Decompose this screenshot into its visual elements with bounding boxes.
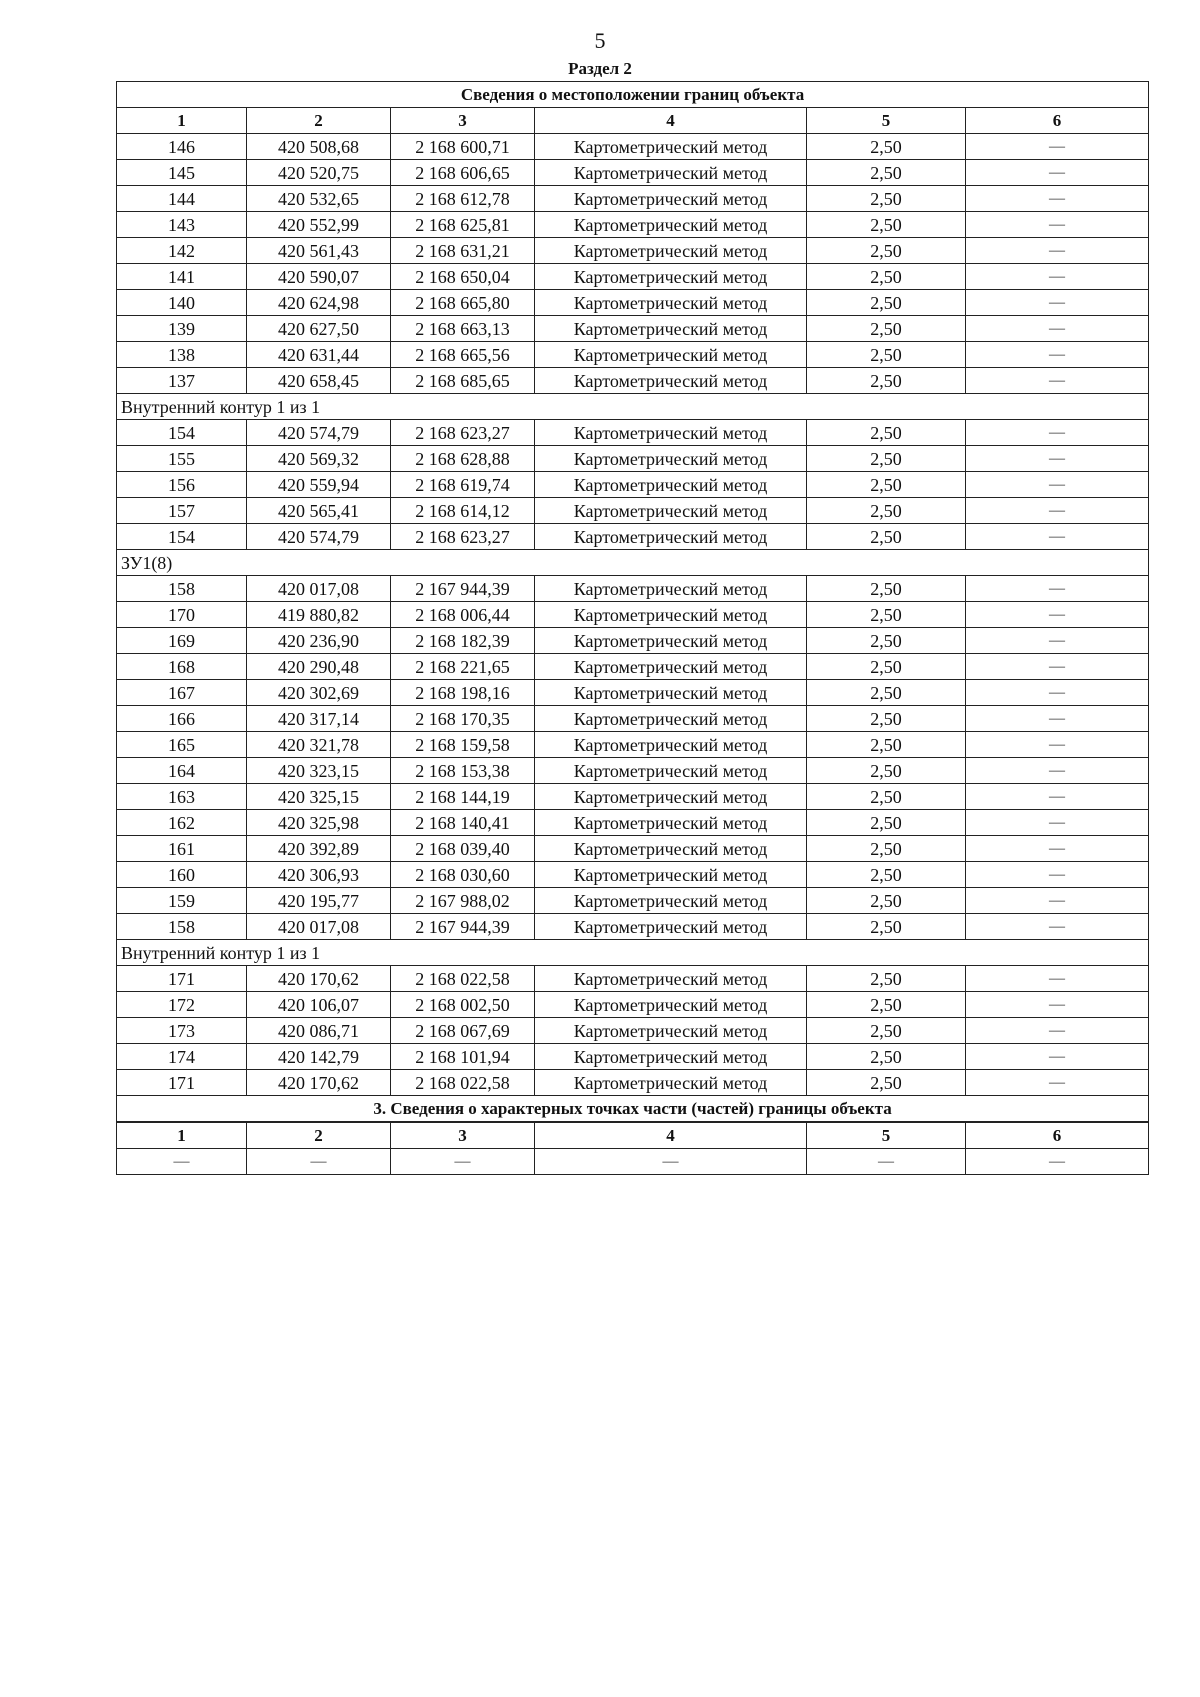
table-cell: 169 — [117, 628, 247, 654]
column-header: 1 — [117, 108, 247, 134]
table-cell: 2,50 — [807, 472, 966, 498]
table-row — [117, 420, 1149, 446]
table-cell: — — [966, 810, 1149, 836]
table-cell: 420 561,43 — [247, 238, 391, 264]
table-cell: — — [966, 602, 1149, 628]
contour-group-label: Внутренний контур 1 из 1 — [117, 394, 1149, 420]
table-row — [117, 1044, 1149, 1070]
table-cell: 2 168 628,88 — [391, 446, 535, 472]
table-cell: Картометрический метод — [535, 888, 807, 914]
table-cell: — — [807, 1149, 966, 1175]
part-section-title-row — [117, 1096, 1149, 1123]
table-cell: — — [966, 862, 1149, 888]
table-cell: — — [535, 1149, 807, 1175]
table-cell: 2,50 — [807, 316, 966, 342]
table-cell: — — [966, 264, 1149, 290]
table-cell: — — [966, 238, 1149, 264]
table-cell: 160 — [117, 862, 247, 888]
table-cell: 170 — [117, 602, 247, 628]
table-cell: — — [966, 784, 1149, 810]
table-cell: Картометрический метод — [535, 160, 807, 186]
column-header: 4 — [535, 108, 807, 134]
table-cell: Картометрический метод — [535, 420, 807, 446]
table-cell: 159 — [117, 888, 247, 914]
table-row — [117, 1018, 1149, 1044]
table-cell: 167 — [117, 680, 247, 706]
table-cell: Картометрический метод — [535, 654, 807, 680]
table-cell: 2,50 — [807, 1044, 966, 1070]
table-cell: 2,50 — [807, 368, 966, 394]
table-row — [117, 732, 1149, 758]
page-number: 5 — [594, 28, 606, 53]
table-row — [117, 914, 1149, 940]
table-cell: 2,50 — [807, 342, 966, 368]
table-cell: 420 392,89 — [247, 836, 391, 862]
column-header: 5 — [807, 108, 966, 134]
table-cell: 2,50 — [807, 1070, 966, 1096]
table-cell: Картометрический метод — [535, 134, 807, 160]
table-cell: 420 569,32 — [247, 446, 391, 472]
table-row — [117, 602, 1149, 628]
table-row — [117, 836, 1149, 862]
table-cell: — — [391, 1149, 535, 1175]
table-cell: Картометрический метод — [535, 446, 807, 472]
table-cell: Картометрический метод — [535, 212, 807, 238]
table-cell: 420 508,68 — [247, 134, 391, 160]
table-cell: 420 627,50 — [247, 316, 391, 342]
table-cell: 146 — [117, 134, 247, 160]
table-cell: 142 — [117, 238, 247, 264]
table-cell: 2 168 221,65 — [391, 654, 535, 680]
table-cell: 2 168 030,60 — [391, 862, 535, 888]
table-cell: 174 — [117, 1044, 247, 1070]
table-cell: 154 — [117, 420, 247, 446]
table-cell: Картометрический метод — [535, 1044, 807, 1070]
table-row — [117, 654, 1149, 680]
table-row — [117, 160, 1149, 186]
table-cell: 2 168 006,44 — [391, 602, 535, 628]
table-cell: 2,50 — [807, 706, 966, 732]
table-row — [117, 680, 1149, 706]
table-cell: 137 — [117, 368, 247, 394]
table-cell: 2,50 — [807, 186, 966, 212]
table-cell: 171 — [117, 1070, 247, 1096]
part-section-title: 3. Сведения о характерных точках части (частей) границы объекта — [117, 1096, 1149, 1123]
table-cell: 173 — [117, 1018, 247, 1044]
table-cell: Картометрический метод — [535, 264, 807, 290]
boundary-table-body — [117, 82, 1149, 1175]
table-cell: — — [966, 1070, 1149, 1096]
table-cell: 156 — [117, 472, 247, 498]
column-header: 2 — [247, 108, 391, 134]
table-row — [117, 290, 1149, 316]
table-row — [117, 446, 1149, 472]
table-cell: 2,50 — [807, 1018, 966, 1044]
table-cell: — — [966, 134, 1149, 160]
table-cell: 165 — [117, 732, 247, 758]
table-cell: Картометрический метод — [535, 498, 807, 524]
table-cell: 168 — [117, 654, 247, 680]
table-row — [117, 264, 1149, 290]
table-cell: 2,50 — [807, 732, 966, 758]
table-row — [117, 966, 1149, 992]
table-cell: 2 168 159,58 — [391, 732, 535, 758]
table-row — [117, 238, 1149, 264]
column-header: 6 — [966, 1122, 1149, 1149]
table-cell: 420 574,79 — [247, 524, 391, 550]
column-header: 4 — [535, 1122, 807, 1149]
table-cell: 162 — [117, 810, 247, 836]
table-cell: 154 — [117, 524, 247, 550]
table-cell: 420 520,75 — [247, 160, 391, 186]
table-cell: Картометрический метод — [535, 1070, 807, 1096]
table-cell: 2 168 619,74 — [391, 472, 535, 498]
part-section-header-row — [117, 1122, 1149, 1149]
table-row — [117, 134, 1149, 160]
table-cell: Картометрический метод — [535, 1018, 807, 1044]
table-row — [117, 342, 1149, 368]
table-cell: 420 321,78 — [247, 732, 391, 758]
table-cell: 2,50 — [807, 888, 966, 914]
table-cell: 420 236,90 — [247, 628, 391, 654]
table-cell: 166 — [117, 706, 247, 732]
table-cell: 2 168 140,41 — [391, 810, 535, 836]
table-cell: 171 — [117, 966, 247, 992]
table-cell: 141 — [117, 264, 247, 290]
table-cell: 2 168 600,71 — [391, 134, 535, 160]
contour-group-row — [117, 940, 1149, 966]
table-cell: 2 168 665,80 — [391, 290, 535, 316]
table-cell: 140 — [117, 290, 247, 316]
table-cell: Картометрический метод — [535, 290, 807, 316]
table-cell: Картометрический метод — [535, 602, 807, 628]
table-cell: 420 170,62 — [247, 966, 391, 992]
table-cell: — — [966, 472, 1149, 498]
table-cell: Картометрический метод — [535, 810, 807, 836]
table-row — [117, 888, 1149, 914]
table-cell: 420 559,94 — [247, 472, 391, 498]
table-cell: 2 168 182,39 — [391, 628, 535, 654]
table-cell: — — [966, 524, 1149, 550]
table-cell: Картометрический метод — [535, 342, 807, 368]
table-cell: 420 017,08 — [247, 914, 391, 940]
table-row — [117, 628, 1149, 654]
table-cell: 2,50 — [807, 992, 966, 1018]
table-cell: 2,50 — [807, 680, 966, 706]
table-cell: 420 302,69 — [247, 680, 391, 706]
table-cell: — — [966, 1018, 1149, 1044]
table-cell: 2,50 — [807, 212, 966, 238]
table-cell: Картометрический метод — [535, 836, 807, 862]
table-cell: 158 — [117, 914, 247, 940]
table-cell: 2,50 — [807, 862, 966, 888]
contour-group-label: Внутренний контур 1 из 1 — [117, 940, 1149, 966]
table-cell: Картометрический метод — [535, 238, 807, 264]
part-section-row — [117, 1149, 1149, 1175]
table-cell: 2,50 — [807, 238, 966, 264]
table-cell: — — [966, 368, 1149, 394]
table-row — [117, 576, 1149, 602]
table-cell: 2,50 — [807, 654, 966, 680]
table-cell: — — [966, 420, 1149, 446]
table-cell: 2,50 — [807, 524, 966, 550]
table-cell: 420 590,07 — [247, 264, 391, 290]
table-cell: — — [966, 628, 1149, 654]
table-cell: — — [966, 992, 1149, 1018]
table-cell: 2,50 — [807, 810, 966, 836]
table-cell: 420 532,65 — [247, 186, 391, 212]
table-row — [117, 524, 1149, 550]
table-cell: 420 017,08 — [247, 576, 391, 602]
table-row — [117, 758, 1149, 784]
table-cell: 2 167 944,39 — [391, 914, 535, 940]
table-cell: 2 168 144,19 — [391, 784, 535, 810]
table-cell: 138 — [117, 342, 247, 368]
column-header: 5 — [807, 1122, 966, 1149]
table-cell: Картометрический метод — [535, 706, 807, 732]
contour-group-row — [117, 550, 1149, 576]
table-cell: — — [966, 1149, 1149, 1175]
table-cell: Картометрический метод — [535, 316, 807, 342]
table-cell: 2 168 665,56 — [391, 342, 535, 368]
table-cell: Картометрический метод — [535, 758, 807, 784]
boundary-table — [116, 81, 1149, 1175]
table-cell: 2,50 — [807, 420, 966, 446]
section-title: Раздел 2 — [568, 59, 632, 78]
column-header: 1 — [117, 1122, 247, 1149]
table-cell: 2 168 039,40 — [391, 836, 535, 862]
table-cell: 2 168 002,50 — [391, 992, 535, 1018]
table-cell: 163 — [117, 784, 247, 810]
table-cell: Картометрический метод — [535, 992, 807, 1018]
table-cell: 2 168 631,21 — [391, 238, 535, 264]
table-cell: 2 167 944,39 — [391, 576, 535, 602]
table-cell: — — [966, 914, 1149, 940]
table-row — [117, 784, 1149, 810]
column-header: 3 — [391, 108, 535, 134]
column-header: 3 — [391, 1122, 535, 1149]
table-cell: Картометрический метод — [535, 524, 807, 550]
table-row — [117, 862, 1149, 888]
table-cell: 2,50 — [807, 264, 966, 290]
table-cell: 164 — [117, 758, 247, 784]
table-cell: 420 195,77 — [247, 888, 391, 914]
table-cell: — — [117, 1149, 247, 1175]
table-cell: 144 — [117, 186, 247, 212]
table-cell: 2,50 — [807, 758, 966, 784]
table-cell: — — [966, 576, 1149, 602]
table-cell: 420 106,07 — [247, 992, 391, 1018]
column-header: 6 — [966, 108, 1149, 134]
table-cell: 420 631,44 — [247, 342, 391, 368]
table-header-row — [117, 108, 1149, 134]
contour-group-label: ЗУ1(8) — [117, 550, 1149, 576]
table-row — [117, 316, 1149, 342]
table-row — [117, 706, 1149, 732]
table-row — [117, 992, 1149, 1018]
table-cell: — — [966, 706, 1149, 732]
table-row — [117, 212, 1149, 238]
table-cell: 2,50 — [807, 914, 966, 940]
table-cell: Картометрический метод — [535, 862, 807, 888]
table-cell: 2 168 153,38 — [391, 758, 535, 784]
table-cell: — — [966, 186, 1149, 212]
table-row — [117, 498, 1149, 524]
table-cell: Картометрический метод — [535, 732, 807, 758]
table-cell: Картометрический метод — [535, 576, 807, 602]
table-cell: 420 086,71 — [247, 1018, 391, 1044]
table-cell: 420 290,48 — [247, 654, 391, 680]
table-cell: Картометрический метод — [535, 784, 807, 810]
table-cell: 2,50 — [807, 966, 966, 992]
table-cell: 172 — [117, 992, 247, 1018]
table-cell: 2 168 022,58 — [391, 966, 535, 992]
table-cell: 420 658,45 — [247, 368, 391, 394]
table-title-row — [117, 82, 1149, 108]
table-cell: Картометрический метод — [535, 368, 807, 394]
table-cell: 2 168 625,81 — [391, 212, 535, 238]
table-cell: 2,50 — [807, 498, 966, 524]
table-cell: 158 — [117, 576, 247, 602]
table-row — [117, 472, 1149, 498]
table-cell: 2,50 — [807, 134, 966, 160]
table-cell: 2 168 685,65 — [391, 368, 535, 394]
table-cell: 2 168 623,27 — [391, 420, 535, 446]
table-cell: 2 168 067,69 — [391, 1018, 535, 1044]
table-cell: 2 168 612,78 — [391, 186, 535, 212]
table-cell: 2 168 198,16 — [391, 680, 535, 706]
table-cell: — — [966, 732, 1149, 758]
table-cell: — — [966, 342, 1149, 368]
table-cell: 2 168 170,35 — [391, 706, 535, 732]
table-cell: 420 325,98 — [247, 810, 391, 836]
table-cell: 420 552,99 — [247, 212, 391, 238]
table-cell: 420 325,15 — [247, 784, 391, 810]
table-cell: 2,50 — [807, 784, 966, 810]
table-cell: 420 306,93 — [247, 862, 391, 888]
table-cell: 143 — [117, 212, 247, 238]
table-cell: — — [966, 316, 1149, 342]
table-cell: 2 168 663,13 — [391, 316, 535, 342]
table-cell: 420 624,98 — [247, 290, 391, 316]
table-cell: 2 168 022,58 — [391, 1070, 535, 1096]
table-cell: 420 565,41 — [247, 498, 391, 524]
table-cell: — — [966, 290, 1149, 316]
table-cell: 2 168 614,12 — [391, 498, 535, 524]
table-cell: — — [966, 966, 1149, 992]
table-cell: 2 168 650,04 — [391, 264, 535, 290]
table-cell: 2,50 — [807, 602, 966, 628]
table-cell: 2 168 623,27 — [391, 524, 535, 550]
table-cell: 420 142,79 — [247, 1044, 391, 1070]
contour-group-row — [117, 394, 1149, 420]
table-cell: — — [966, 498, 1149, 524]
table-cell: 157 — [117, 498, 247, 524]
table-cell: 420 170,62 — [247, 1070, 391, 1096]
table-cell: 145 — [117, 160, 247, 186]
column-header: 2 — [247, 1122, 391, 1149]
table-cell: — — [966, 758, 1149, 784]
table-cell: Картометрический метод — [535, 966, 807, 992]
table-cell: 155 — [117, 446, 247, 472]
table-cell: 419 880,82 — [247, 602, 391, 628]
table-cell: Картометрический метод — [535, 680, 807, 706]
table-row — [117, 810, 1149, 836]
table-cell: 2,50 — [807, 446, 966, 472]
table-cell: 420 323,15 — [247, 758, 391, 784]
table-cell: — — [966, 446, 1149, 472]
table-cell: Картометрический метод — [535, 628, 807, 654]
table-cell: 420 317,14 — [247, 706, 391, 732]
table-cell: — — [966, 654, 1149, 680]
table-cell: 2 167 988,02 — [391, 888, 535, 914]
table-cell: 2,50 — [807, 160, 966, 186]
table-row — [117, 1070, 1149, 1096]
table-cell: 2,50 — [807, 290, 966, 316]
table-title: Сведения о местоположении границ объекта — [117, 82, 1149, 108]
table-row — [117, 186, 1149, 212]
table-cell: — — [966, 836, 1149, 862]
table-cell: — — [966, 1044, 1149, 1070]
table-cell: — — [247, 1149, 391, 1175]
table-cell: 2,50 — [807, 576, 966, 602]
table-cell: — — [966, 212, 1149, 238]
table-cell: 2,50 — [807, 836, 966, 862]
table-cell: 161 — [117, 836, 247, 862]
table-cell: 2 168 606,65 — [391, 160, 535, 186]
table-cell: Картометрический метод — [535, 914, 807, 940]
table-row — [117, 368, 1149, 394]
table-cell: — — [966, 888, 1149, 914]
table-cell: 2 168 101,94 — [391, 1044, 535, 1070]
table-cell: 2,50 — [807, 628, 966, 654]
table-cell: 420 574,79 — [247, 420, 391, 446]
table-cell: — — [966, 680, 1149, 706]
table-cell: Картометрический метод — [535, 472, 807, 498]
table-cell: 139 — [117, 316, 247, 342]
table-cell: Картометрический метод — [535, 186, 807, 212]
table-cell: — — [966, 160, 1149, 186]
